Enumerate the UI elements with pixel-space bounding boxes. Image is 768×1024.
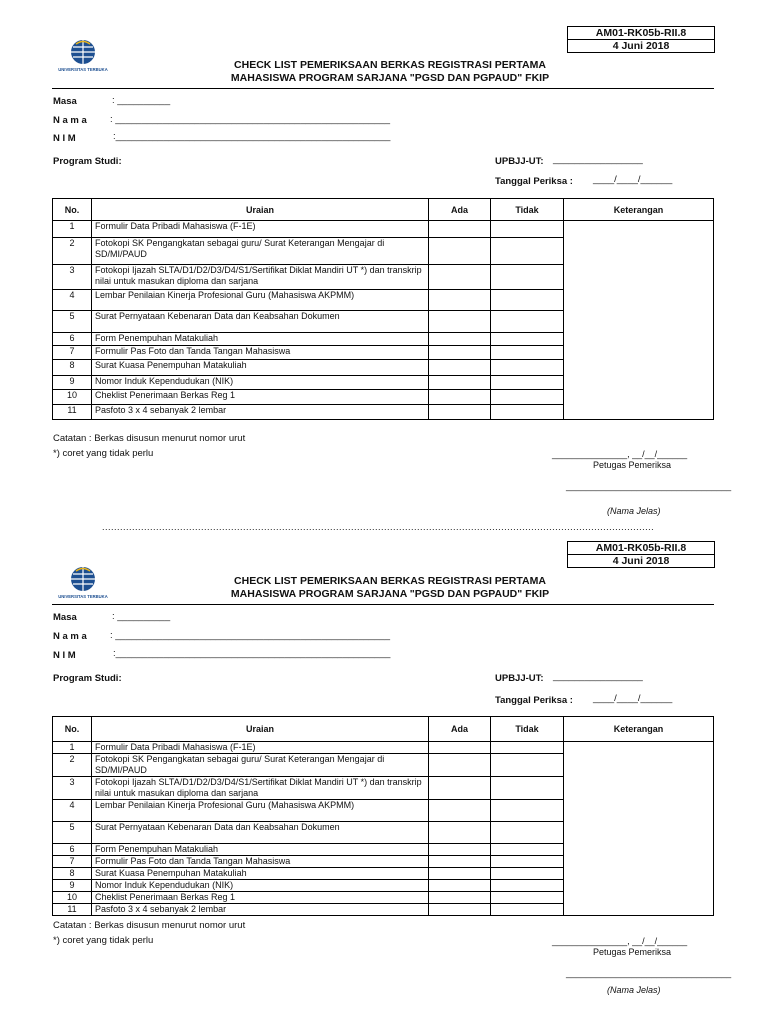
row-no: 2 [53,238,92,265]
cell-ada[interactable] [429,822,491,844]
nim-label: N I M [53,133,76,144]
tanggal-field[interactable]: ____/____/______ [593,693,673,704]
doc-date: 4 Juni 2018 [612,40,670,52]
row-no: 7 [53,856,92,868]
upbjj-label: UPBJJ-UT: [495,156,544,167]
prodi-label: Program Studi: [53,156,122,167]
row-uraian: Pasfoto 3 x 4 sebanyak 2 lembar [92,904,429,916]
row-uraian: Surat Kuasa Penempuhan Matakuliah [92,360,429,376]
row-no: 5 [53,822,92,844]
row-uraian: Lembar Penilaian Kinerja Profesional Guru (Mahasiswa AKPMM) [92,800,429,822]
row-uraian: Surat Pernyataan Kebenaran Data dan Keabsahan Dokumen [92,311,429,333]
doc-code-box [567,541,715,568]
row-no: 3 [53,265,92,290]
upbjj-label: UPBJJ-UT: [495,673,544,684]
cell-ada[interactable] [429,777,491,800]
doc-code: AM01-RK05b-RII.8 [568,27,714,40]
row-no: 4 [53,290,92,311]
cell-ada[interactable] [429,856,491,868]
signature-date[interactable]: _______________, __/__/______ [552,936,688,946]
col-uraian: Uraian [92,199,429,221]
row-uraian: Nomor Induk Kependudukan (NIK) [92,880,429,892]
cut-separator: ........................................................................................................................................................................................ [102,522,655,532]
petugas-label: Petugas Pemeriksa [593,947,672,957]
row-no: 9 [53,376,92,390]
cell-tidak[interactable] [491,754,564,777]
masa-field[interactable]: : __________ [112,95,171,106]
signature-date[interactable]: _______________, __/__/______ [552,449,688,459]
row-uraian: Formulir Data Pribadi Mahasiswa (F-1E) [92,742,429,754]
cell-ada[interactable] [429,904,491,916]
masa-label: Masa [53,612,77,623]
col-uraian: Uraian [92,717,429,742]
cell-tidak[interactable] [491,800,564,822]
prodi-label: Program Studi: [53,673,122,684]
cell-ada[interactable] [429,742,491,754]
cell-ada[interactable] [429,868,491,880]
row-uraian: Formulir Data Pribadi Mahasiswa (F-1E) [92,221,429,238]
row-no: 6 [53,333,92,346]
cell-tidak[interactable] [491,880,564,892]
nama-jelas-label: (Nama Jelas) [607,985,661,995]
catatan-note: Catatan : Berkas disusun menurut nomor urut [53,920,246,931]
nim-label: N I M [53,650,76,661]
row-no: 9 [53,880,92,892]
form-title: CHECK LIST PEMERIKSAAN BERKAS REGISTRASI PERTAMA MAHASISWA PROGRAM SARJANA "PGSD DAN PGPAUD" FKIP [230,575,550,600]
row-uraian: Fotokopi SK Pengangkatan sebagai guru/ Surat Keterangan Mengajar di SD/MI/PAUD [92,754,429,777]
col-keterangan: Keterangan [564,717,714,742]
row-no: 10 [53,390,92,405]
row-no: 1 [53,221,92,238]
row-no: 6 [53,844,92,856]
row-no: 5 [53,311,92,333]
petugas-label: Petugas Pemeriksa [593,460,672,470]
row-no: 11 [53,405,92,420]
cell-tidak[interactable] [491,868,564,880]
catatan-note: Catatan : Berkas disusun menurut nomor urut [53,433,246,444]
row-no: 4 [53,800,92,822]
cell-tidak[interactable] [491,777,564,800]
nama-jelas-label: (Nama Jelas) [607,506,661,516]
col-keterangan: Keterangan [564,199,714,221]
row-no: 8 [53,360,92,376]
cell-tidak[interactable] [491,856,564,868]
row-uraian: Form Penempuhan Matakuliah [92,333,429,346]
row-no: 1 [53,742,92,754]
col-ada: Ada [429,199,491,221]
cell-tidak[interactable] [491,904,564,916]
nama-field[interactable]: : ____________________________________________________ [110,630,391,641]
logo-text: UNIVERSITAS TERBUKA [58,67,108,72]
masa-label: Masa [53,96,77,107]
signature-line[interactable]: _________________________________ [566,481,732,491]
col-ada: Ada [429,717,491,742]
nama-label: N a m a [53,115,87,126]
row-uraian: Lembar Penilaian Kinerja Profesional Guru (Mahasiswa AKPMM) [92,290,429,311]
nim-field[interactable]: :____________________________________________________ [113,131,391,142]
row-uraian: Fotokopi Ijazah SLTA/D1/D2/D3/D4/S1/Sertifikat Diklat Mandiri UT *) dan transkrip nilai untuk masukan diploma dan sarjana [92,777,429,800]
col-no: No. [53,199,92,221]
tanggal-label: Tanggal Periksa : [495,695,573,706]
row-uraian: Cheklist Penerimaan Berkas Reg 1 [92,892,429,904]
cell-ada[interactable] [429,892,491,904]
cell-ada[interactable] [429,754,491,777]
row-uraian: Fotokopi Ijazah SLTA/D1/D2/D3/D4/S1/Sertifikat Diklat Mandiri UT *) dan transkrip nilai untuk masukan diploma dan sarjana [92,265,429,290]
nama-label: N a m a [53,631,87,642]
row-uraian: Cheklist Penerimaan Berkas Reg 1 [92,390,429,405]
row-no: 11 [53,904,92,916]
row-uraian: Surat Pernyataan Kebenaran Data dan Keabsahan Dokumen [92,822,429,844]
logo-text: UNIVERSITAS TERBUKA [58,594,108,599]
row-uraian: Nomor Induk Kependudukan (NIK) [92,376,429,390]
row-uraian: Pasfoto 3 x 4 sebanyak 2 lembar [92,405,429,420]
col-tidak: Tidak [491,717,564,742]
doc-date: 4 Juni 2018 [612,555,670,567]
cell-tidak[interactable] [491,892,564,904]
row-no: 8 [53,868,92,880]
nama-field[interactable]: : ____________________________________________________ [110,114,391,125]
row-no: 10 [53,892,92,904]
form-title: CHECK LIST PEMERIKSAAN BERKAS REGISTRASI PERTAMA MAHASISWA PROGRAM SARJANA "PGSD DAN PGPAUD" FKIP [230,59,550,84]
tanggal-field[interactable]: ____/____/______ [593,174,673,185]
row-uraian: Fotokopi SK Pengangkatan sebagai guru/ Surat Keterangan Mengajar di SD/MI/PAUD [92,238,429,265]
cell-ada[interactable] [429,880,491,892]
checklist-table [52,716,714,916]
cell-tidak[interactable] [491,822,564,844]
row-no: 7 [53,346,92,360]
cell-ada[interactable] [429,800,491,822]
masa-field[interactable]: : __________ [112,611,171,622]
signature-line[interactable]: _________________________________ [566,968,732,978]
row-uraian: Formulir Pas Foto dan Tanda Tangan Mahasiswa [92,346,429,360]
row-no: 3 [53,777,92,800]
doc-code: AM01-RK05b-RII.8 [568,542,714,555]
nim-field[interactable]: :____________________________________________________ [113,648,391,659]
header-rule [52,604,714,605]
upbjj-field[interactable]: _________________ [553,671,643,682]
row-uraian: Form Penempuhan Matakuliah [92,844,429,856]
row-no: 2 [53,754,92,777]
cell-ada[interactable] [429,844,491,856]
cell-tidak[interactable] [491,844,564,856]
cell-keterangan[interactable] [564,742,714,916]
ut-logo-icon [52,565,114,601]
col-no: No. [53,717,92,742]
col-tidak: Tidak [491,199,564,221]
tanggal-label: Tanggal Periksa : [495,176,573,187]
upbjj-field[interactable]: _________________ [553,154,643,165]
coret-note: *) coret yang tidak perlu [53,448,154,459]
row-uraian: Formulir Pas Foto dan Tanda Tangan Mahasiswa [92,856,429,868]
row-uraian: Surat Kuasa Penempuhan Matakuliah [92,868,429,880]
coret-note: *) coret yang tidak perlu [53,935,154,946]
cell-tidak[interactable] [491,742,564,754]
